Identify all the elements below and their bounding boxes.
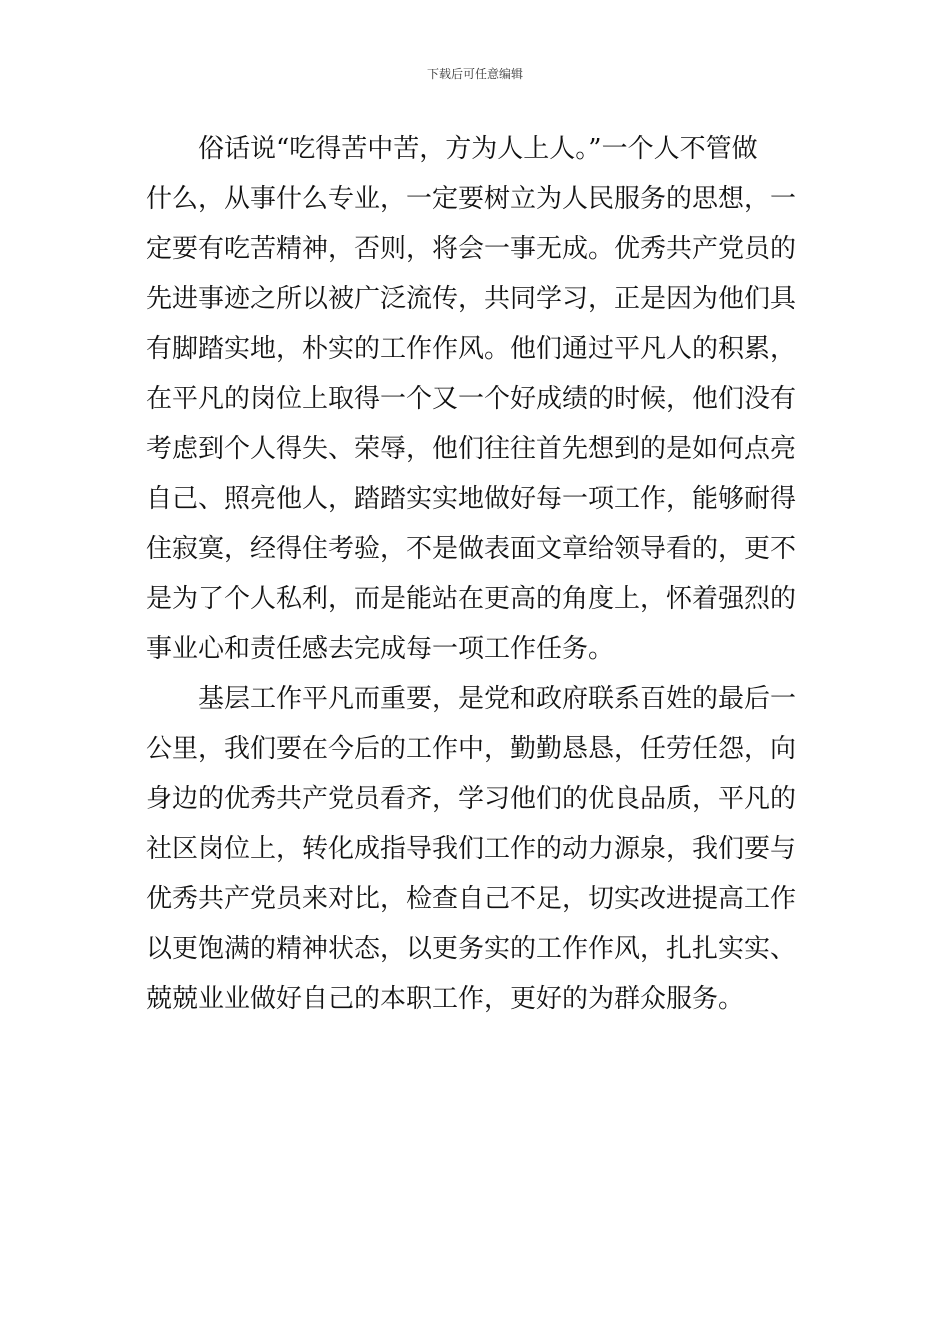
paragraph-line: 什么，从事什么专业，一定要树立为人民服务的思想，一 — [146, 184, 797, 214]
paragraph-line: 是为了个人私利，而是能站在更高的角度上，怀着强烈的 — [146, 584, 797, 614]
paragraph-line: 兢兢业业做好自己的本职工作，更好的为群众服务。 — [146, 984, 745, 1014]
paragraph-line: 社区岗位上，转化成指导我们工作的动力源泉，我们要与 — [146, 834, 797, 864]
paragraph-line: 定要有吃苦精神，否则，将会一事无成。优秀共产党员的 — [146, 234, 797, 264]
paragraph-line: 住寂寞，经得住考验，不是做表面文章给领导看的，更不 — [146, 534, 797, 564]
paragraph-line: 基层工作平凡而重要，是党和政府联系百姓的最后一 — [198, 684, 797, 714]
paragraph-line: 优秀共产党员来对比，检查自己不足，切实改进提高工作 — [146, 884, 797, 914]
body-text — [146, 124, 808, 1024]
paragraph-2 — [146, 674, 808, 1024]
paragraph-1 — [146, 124, 808, 674]
paragraph-line: 身边的优秀共产党员看齐，学习他们的优良品质，平凡的 — [146, 784, 797, 814]
paragraph-line: 以更饱满的精神状态，以更务实的工作作风，扎扎实实、 — [146, 934, 797, 964]
paragraph-line: 公里，我们要在今后的工作中，勤勤恳恳，任劳任怨，向 — [146, 734, 797, 764]
paragraph-line: 在平凡的岗位上取得一个又一个好成绩的时候，他们没有 — [146, 384, 797, 414]
paragraph-line: 先进事迹之所以被广泛流传，共同学习，正是因为他们具 — [146, 284, 797, 314]
paragraph-line: 有脚踏实地，朴实的工作作风。他们通过平凡人的积累， — [146, 334, 797, 364]
paragraph-line: 自己、照亮他人，踏踏实实地做好每一项工作，能够耐得 — [146, 484, 797, 514]
paragraph-line: 考虑到个人得失、荣辱，他们往往首先想到的是如何点亮 — [146, 434, 797, 464]
header-note: 下载后可任意编辑 — [426, 67, 523, 81]
paragraph-line: 事业心和责任感去完成每一项工作任务。 — [146, 634, 615, 664]
paragraph-line: 俗话说“吃得苦中苦，方为人上人。”一个人不管做 — [198, 134, 758, 164]
